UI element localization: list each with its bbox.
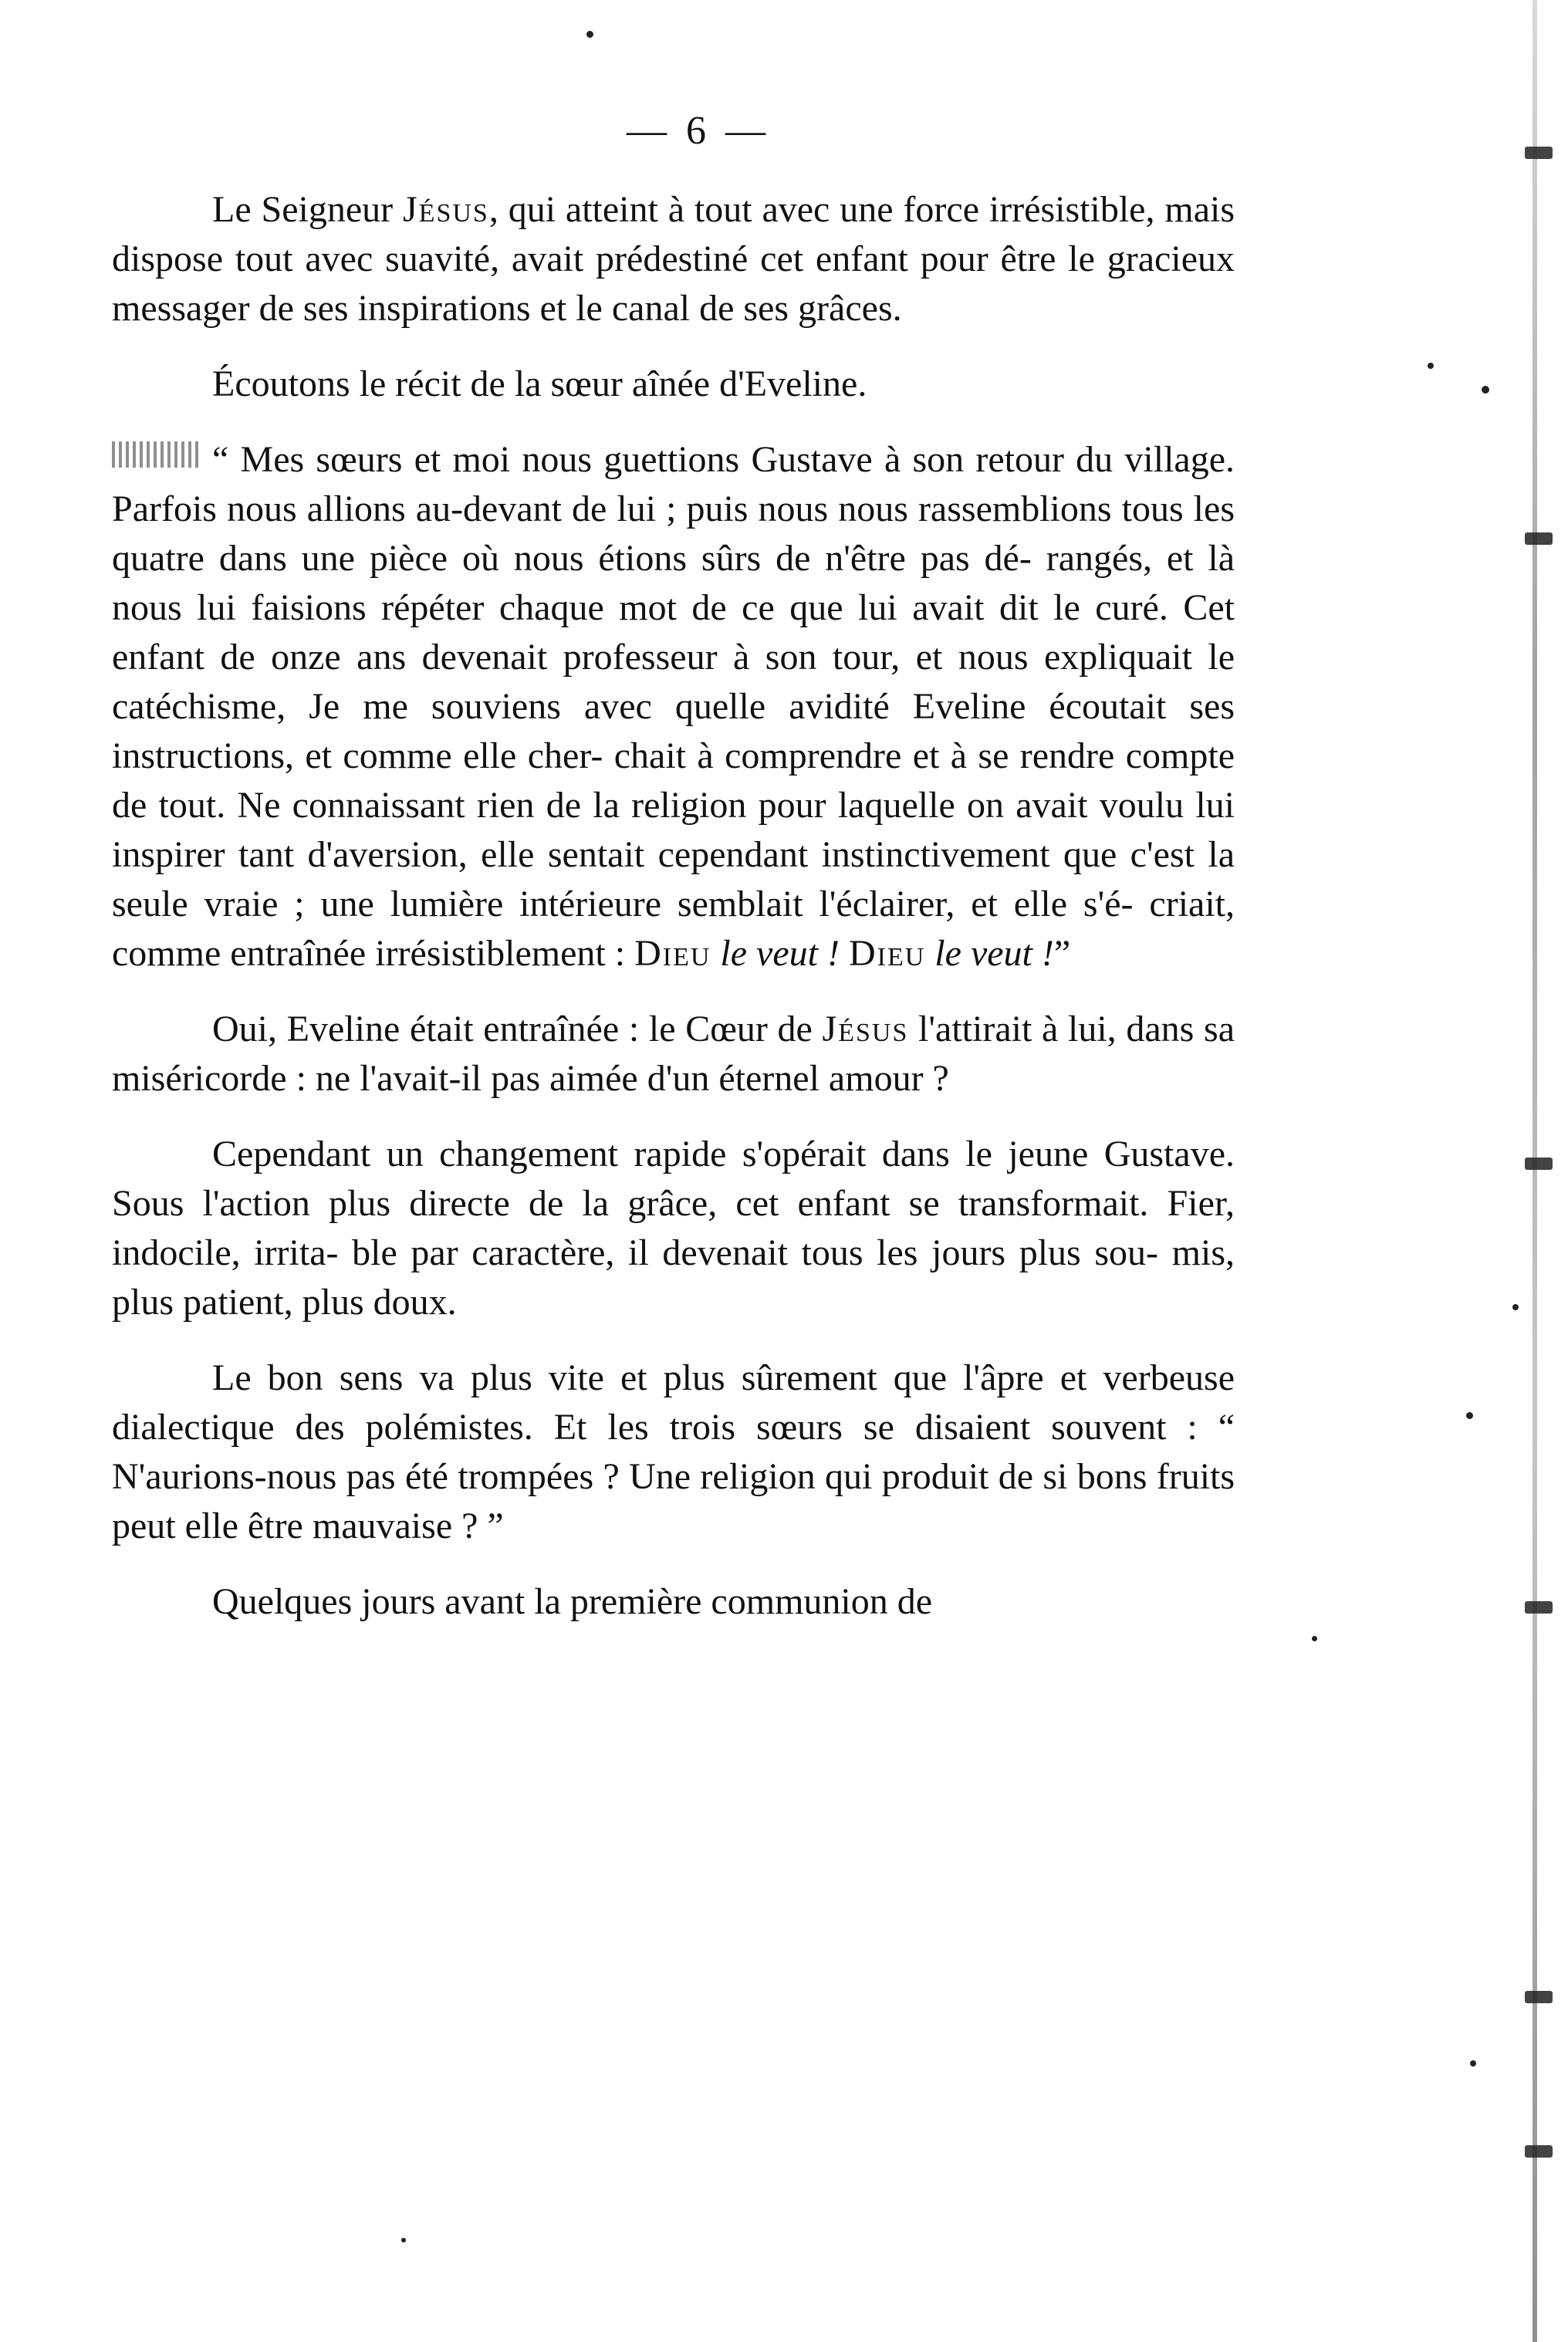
text-run: son retour du village. Parfois nous allions au-devant <box>112 439 1235 529</box>
text-run: Ne connaissant rien de la religion pour laquelle on <box>237 785 1005 826</box>
ink-speck <box>1470 2060 1476 2067</box>
text-run: avait prédestiné cet enfant pour être le gracieux <box>511 238 1235 279</box>
text-run: Dieu <box>848 933 926 974</box>
text-run: rangés, et là nous lui faisions répéter chaque mot de <box>112 538 1235 628</box>
text-run: de lui ; puis nous nous rassemblions tous les quatre <box>112 488 1235 579</box>
text-run: Écoutons le récit de la sœur aînée d'Eveline. <box>212 363 867 404</box>
binding-mark <box>1525 1157 1553 1170</box>
text-run: dans une pièce où nous étions sûrs de n'être pas dé- <box>218 538 1032 579</box>
text-run: ce que lui avait dit le curé. Cet enfant de onze ans <box>112 587 1235 678</box>
binding-mark <box>1525 2145 1553 2158</box>
text-run: cependant instinctivement que c'est la seule vraie ; <box>112 834 1235 924</box>
paragraph <box>112 360 1235 409</box>
text-run: Dieu <box>634 933 711 974</box>
text-run: devenait professeur à son tour, et nous expliquait le <box>421 637 1235 678</box>
ink-speck <box>401 2238 406 2242</box>
text-run: catéchisme, Je me souviens avec quelle avidité <box>112 686 890 727</box>
text-run: avait voulu lui inspirer tant d'aversion, elle sentait <box>112 785 1235 875</box>
text-run: Le bon sens va plus vite et plus sûrement que <box>212 1357 948 1398</box>
text-run: “ Mes sœurs et moi nous guettions Gustave à <box>212 439 901 480</box>
paragraph <box>112 1005 1235 1103</box>
ink-speck <box>1312 1636 1317 1641</box>
text-run: messager de ses inspirations et le canal de ses grâces. <box>112 288 902 329</box>
text-run: force irrésistible, mais dispose tout avec suavité, <box>112 189 1235 279</box>
text-run: Eveline écoutait ses instructions, et comme elle cher- <box>112 686 1235 776</box>
text-run: Cependant un changement rapide s'opérait dans <box>212 1134 950 1174</box>
text-run: le veut ! <box>711 933 840 974</box>
text-run: aimée d'un éternel amour ? <box>549 1058 949 1099</box>
text-run: Quelques jours avant la première communion de <box>212 1581 933 1622</box>
text-run: le veut ! <box>925 933 1054 974</box>
paragraph <box>112 435 1235 978</box>
ink-speck <box>1512 1304 1519 1310</box>
text-run: le jeune Gustave. Sous l'action plus directe de la <box>112 1134 1235 1224</box>
binding-mark <box>1525 1991 1553 2003</box>
binding-mark <box>1525 532 1553 545</box>
text-run: mis, plus patient, plus doux. <box>112 1232 1235 1323</box>
text-run: Jésus <box>403 189 489 230</box>
text-run: chait à comprendre et à se rendre compte de tout. <box>112 735 1235 826</box>
text-run: l'âpre et verbeuse dialectique des polémistes. Et les <box>112 1357 1235 1448</box>
paragraph <box>112 1577 1235 1627</box>
text-run: criait, comme entraînée irrésistiblement : <box>112 884 1235 974</box>
paragraph <box>112 185 1235 333</box>
text-run: été trompées ? Une religion qui produit de si bons <box>404 1456 1147 1497</box>
binding-mark <box>1525 147 1553 159</box>
binding-mark <box>1525 1601 1553 1614</box>
text-run: une lumière intérieure semblait l'éclairer, et elle s'é- <box>320 884 1134 924</box>
page-number: — 6 — <box>627 109 770 153</box>
text-run: ble par caractère, il devenait tous les jours plus sou- <box>352 1232 1159 1273</box>
ink-speck <box>586 31 593 38</box>
paragraph <box>112 1130 1235 1327</box>
ink-speck <box>1428 363 1434 369</box>
text-run: grâce, cet enfant se transformait. Fier, indocile, irrita- <box>112 1183 1235 1273</box>
text-run: Oui, Eveline était entraînée : le Cœur de <box>212 1009 823 1049</box>
text-run: Jésus <box>822 1009 909 1049</box>
text-run: , qui atteint à tout avec une <box>488 189 894 230</box>
text-run: ” <box>1053 933 1071 974</box>
paragraph <box>112 1353 1235 1551</box>
body-text <box>112 185 1235 1653</box>
text-run: fruits peut elle être mauvaise ? ” <box>112 1456 1235 1546</box>
ink-speck <box>1482 386 1489 394</box>
text-run: l'attirait à lui, dans sa miséricorde : ne l'avait-il pas <box>112 1009 1235 1099</box>
text-run: trois sœurs se disaient souvent : “ N'aurions-nous pas <box>112 1407 1235 1497</box>
text-run: Le Seigneur <box>212 189 403 230</box>
ink-speck <box>1466 1412 1473 1419</box>
